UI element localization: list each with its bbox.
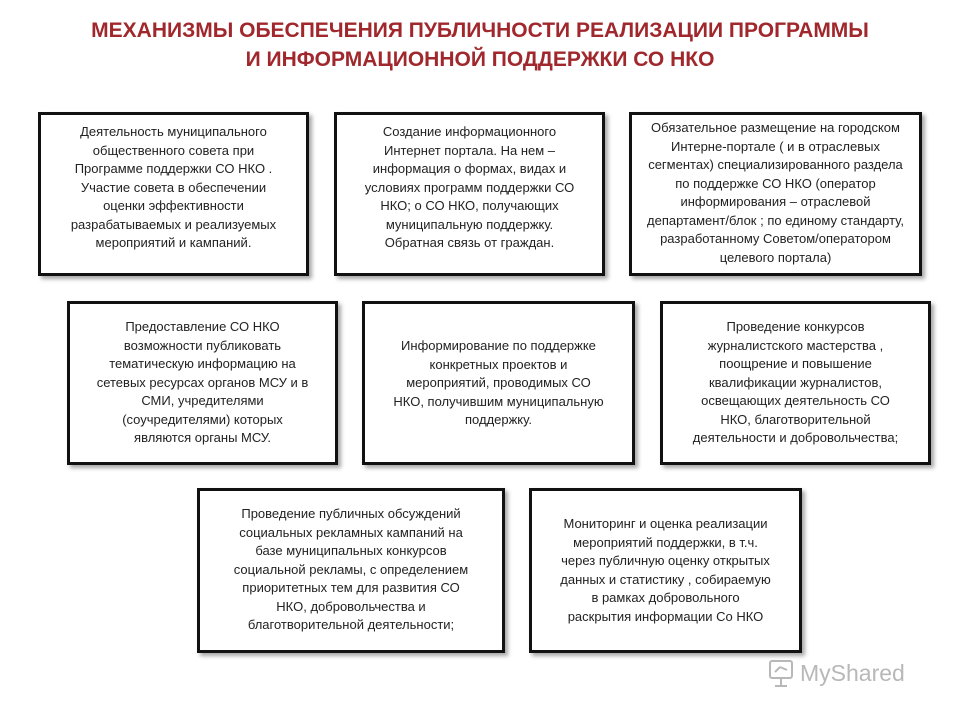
watermark-text: MyShared (800, 660, 905, 686)
mechanism-box-text: Деятельность муниципального общественного совета при Программе поддержки СО НКО . Участие совета в обеспечении оценки эффективности разрабатываемых и реализуемых мероприятий и кампаний. (70, 124, 277, 250)
mechanism-box-text: Обязательное размещение на городском Интерне-портале ( и в отраслевых сегментах) специализированного раздела по поддержке СО НКО (оператор информирования – отраслевой департамент/блок ; по единому стандарту, разработанному Советом/оператором целевого портала) (647, 120, 904, 265)
slide-title-line-1: МЕХАНИЗМЫ ОБЕСПЕЧЕНИЯ ПУБЛИЧНОСТИ РЕАЛИЗАЦИИ ПРОГРАММЫ (91, 19, 869, 42)
mechanism-box-text: Мониторинг и оценка реализации мероприятий поддержки, в т.ч. через публичную оценку открытых данных и статистику , собираемую в рамках добровольного раскрытия информации Со НКО (560, 516, 771, 624)
mechanism-box-monitoring (529, 488, 802, 653)
mechanism-box-public-discussions (197, 488, 505, 653)
mechanism-box-municipal-council (38, 112, 309, 276)
mechanism-box-msu-resources (67, 301, 338, 465)
mechanism-box-text: Проведение публичных обсуждений социальных рекламных кампаний на базе муниципальных конкурсов социальной рекламы, с определением приоритетных тем для развития СО НКО, добровольчества и благотворительной деятельности; (233, 506, 469, 632)
slide-title (0, 16, 960, 74)
mechanism-box-project-informing (362, 301, 635, 465)
presentation-icon (770, 661, 792, 686)
mechanism-box-text: Информирование по поддержке конкретных проектов и мероприятий, проводимых СО НКО, получившим муниципальную поддержку. (393, 338, 604, 427)
mechanism-box-city-portal-section (629, 112, 922, 276)
myshared-watermark-logo (766, 656, 926, 690)
mechanism-box-journalism-contests (660, 301, 931, 465)
mechanism-box-text: Проведение конкурсов журналистского мастерства , поощрение и повышение квалификации журналистов, освещающих деятельность СО НКО, благотворительной деятельности и добровольчества; (692, 319, 899, 445)
mechanism-box-text: Создание информационного Интернет портала. На нем – информация о формах, видах и условиях программ поддержки СО НКО; о СО НКО, получающих муниципальную поддержку. Обратная связь от граждан. (364, 124, 575, 250)
slide-title-line-2: И ИНФОРМАЦИОННОЙ ПОДДЕРЖКИ СО НКО (245, 48, 715, 71)
mechanism-box-text: Предоставление СО НКО возможности публиковать тематическую информацию на сетевых ресурсах органов МСУ и в СМИ, учредителями (соучредителями) которых являются органы МСУ. (96, 319, 309, 445)
mechanism-box-internet-portal (334, 112, 605, 276)
